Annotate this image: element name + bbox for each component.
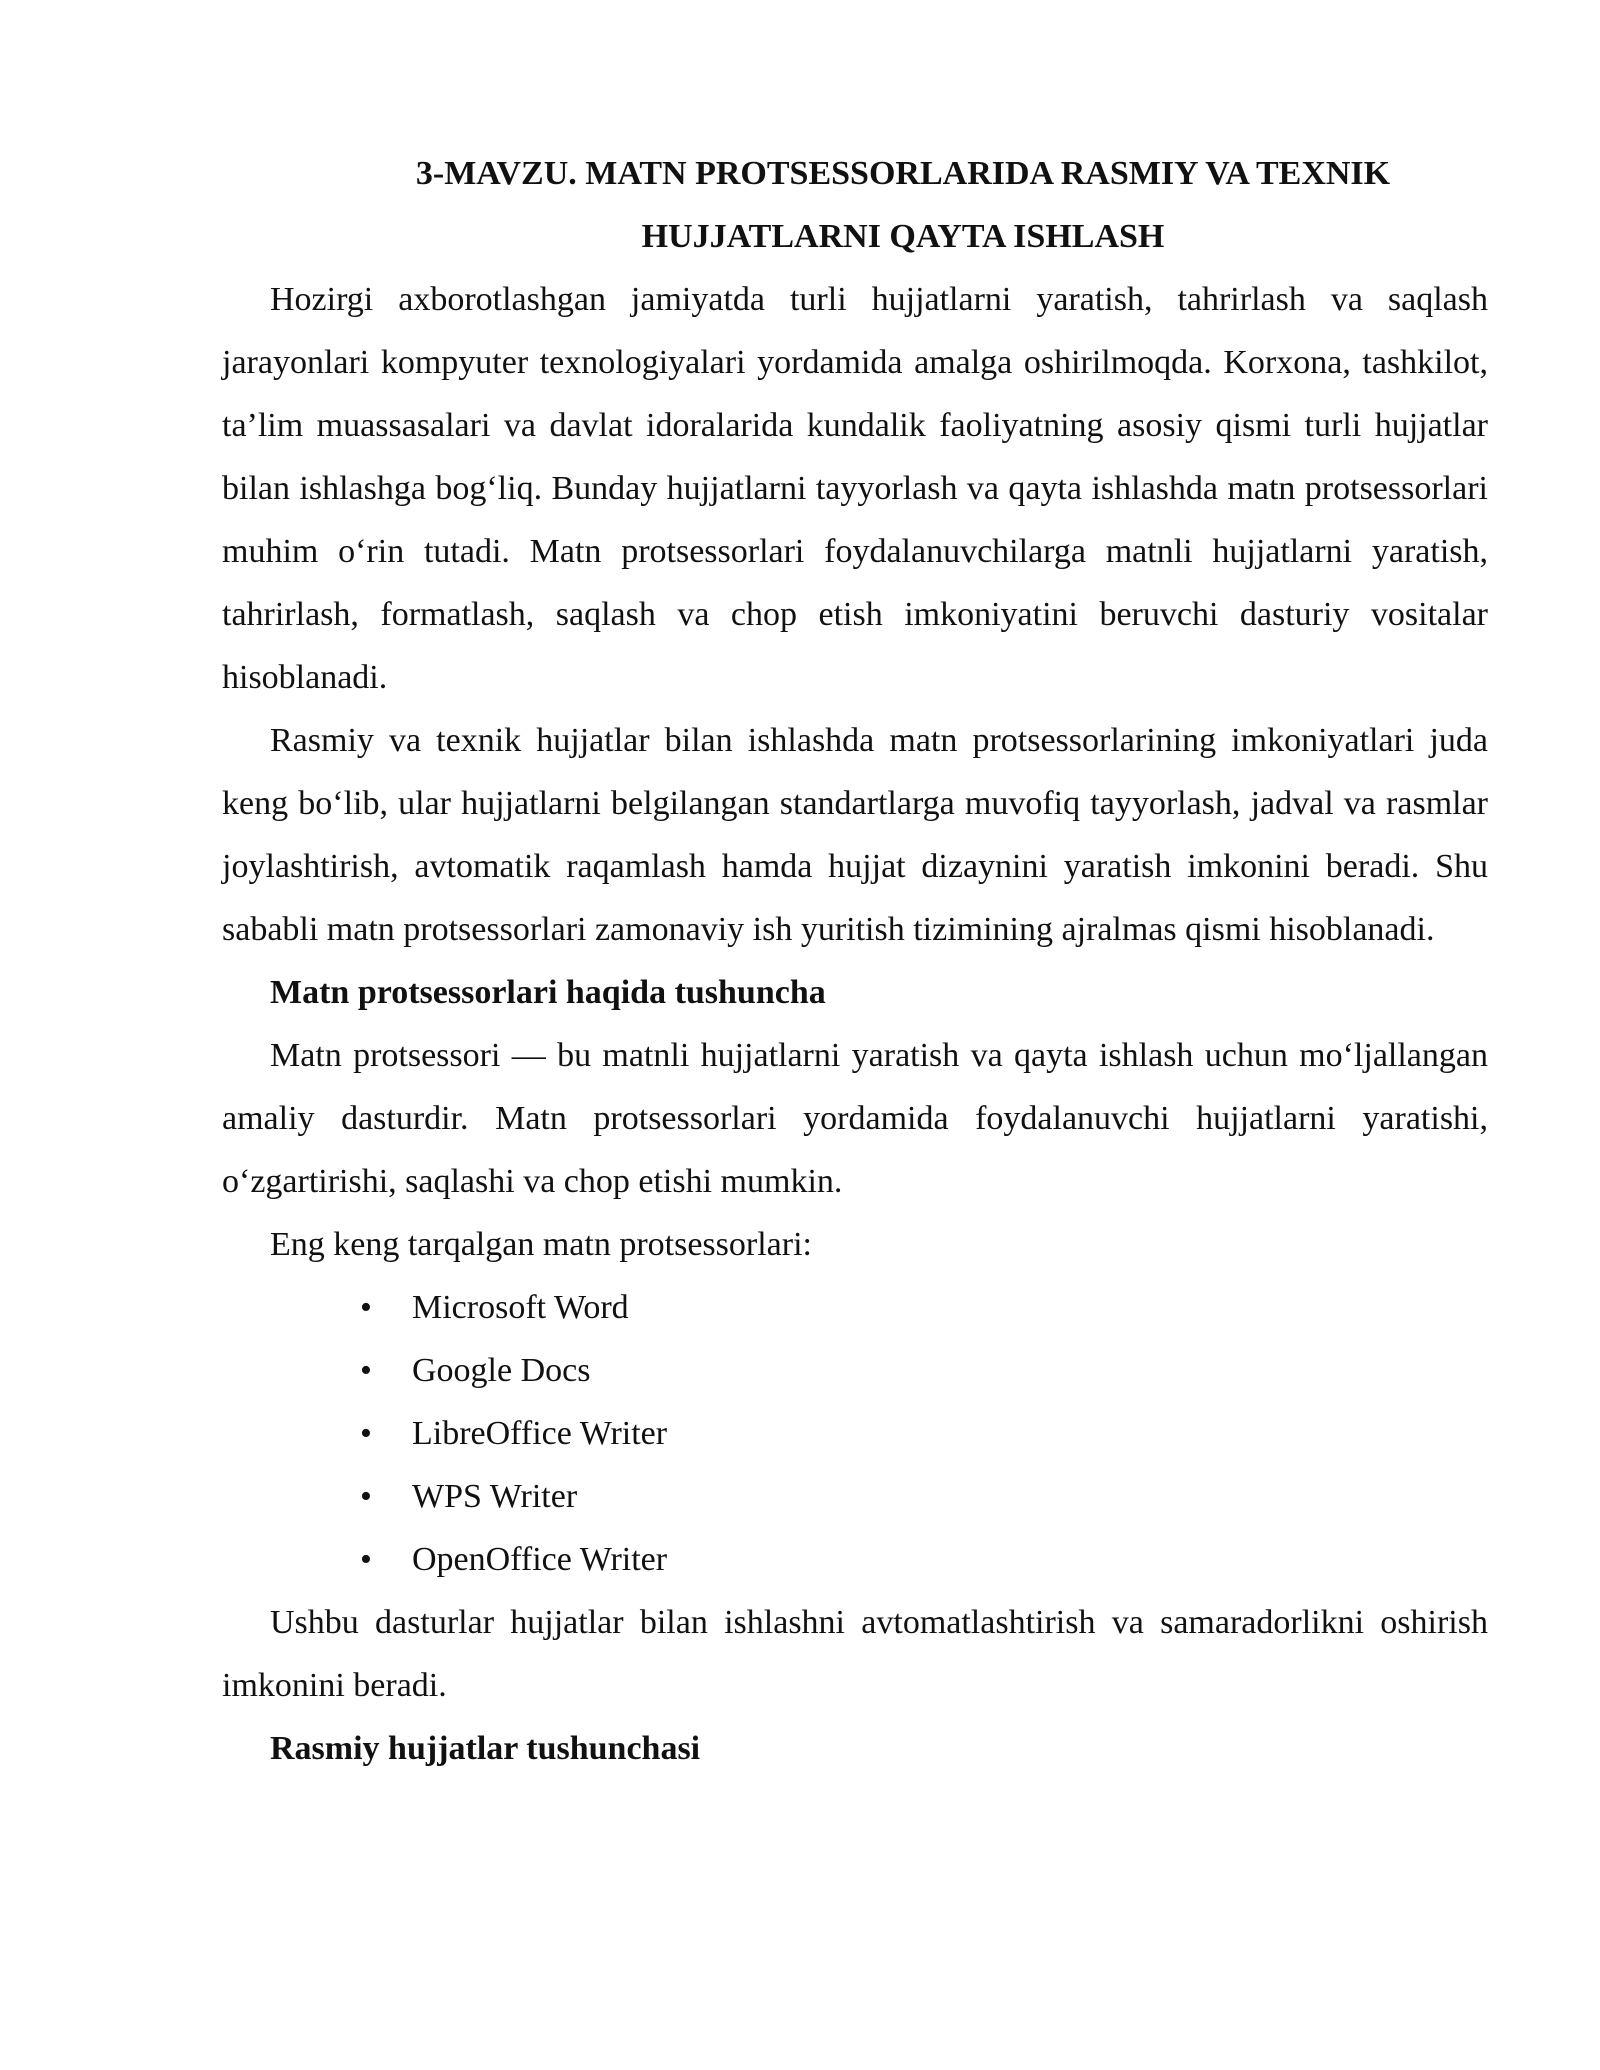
list-item-label: LibreOffice Writer: [412, 1415, 668, 1452]
bullet-icon: •: [360, 1478, 372, 1515]
definition-paragraph: Matn protsessori — bu matnli hujjatlarni yaratish va qayta ishlash uchun mo‘ljallangan amaliy dasturdir. Matn protsessorlari yordamida foydalanuvchi hujjatlarni yaratishi, o‘zgartirishi, saqlashi va chop etishi mumkin.: [222, 1037, 1488, 1200]
list-item: [222, 1402, 1488, 1465]
list-item: [222, 1528, 1488, 1591]
after-list-paragraph: Ushbu dasturlar hujjatlar bilan ishlashni avtomatlashtirish va samaradorlikni oshirish imkonini beradi.: [222, 1604, 1488, 1704]
list-intro-paragraph: Eng keng tarqalgan matn protsessorlari:: [270, 1226, 812, 1263]
list-item: [222, 1276, 1488, 1339]
list-item: [222, 1339, 1488, 1402]
document-page: [222, 142, 1488, 1780]
list-item: [222, 1465, 1488, 1528]
bullet-icon: •: [360, 1541, 372, 1578]
list-item-label: Microsoft Word: [412, 1289, 629, 1326]
bullet-icon: •: [360, 1352, 372, 1389]
intro-paragraph: Hozirgi axborotlashgan jamiyatda turli hujjatlarni yaratish, tahrirlash va saqlash jarayonlari kompyuter texnologiyalari yordamida amalga oshirilmoqda. Korxona, tashkilot, ta’lim muassasalari va davlat idoralarida kundalik faoliyatning asosiy qismi turli hujjatlar bilan ishlashga bog‘liq. Bunday hujjatlarni tayyorlash va qayta ishlashda matn protsessorlari muhim o‘rin tutadi. Matn protsessorlari foydalanuvchilarga matnli hujjatlarni yaratish, tahrirlash, formatlash, saqlash va chop etish imkoniyatini beruvchi dasturiy vositalar hisoblanadi.: [222, 281, 1488, 696]
list-item-label: OpenOffice Writer: [412, 1541, 668, 1578]
document-title: [222, 142, 1488, 268]
section-heading-official-docs: Rasmiy hujjatlar tushunchasi: [270, 1730, 701, 1767]
section-heading-concept: Matn protsessorlari haqida tushuncha: [270, 974, 826, 1011]
bullet-icon: •: [360, 1415, 372, 1452]
title-line-1: 3-MAVZU. MATN PROTSESSORLARIDA RASMIY VA TEXNIK: [415, 155, 1391, 192]
bullet-icon: •: [360, 1289, 372, 1326]
list-item-label: WPS Writer: [412, 1478, 578, 1515]
list-item-label: Google Docs: [412, 1352, 591, 1389]
second-paragraph: Rasmiy va texnik hujjatlar bilan ishlashda matn protsessorlarining imkoniyatlari juda keng bo‘lib, ular hujjatlarni belgilangan standartlarga muvofiq tayyorlash, jadval va rasmlar joylashtirish, avtomatik raqamlash hamda hujjat dizaynini yaratish imkonini beradi. Shu sababli matn protsessorlari zamonaviy ish yuritish tizimining ajralmas qismi hisoblanadi.: [222, 722, 1488, 948]
title-line-2: HUJJATLARNI QAYTA ISHLASH: [641, 218, 1165, 255]
processor-list: [222, 1276, 1488, 1591]
